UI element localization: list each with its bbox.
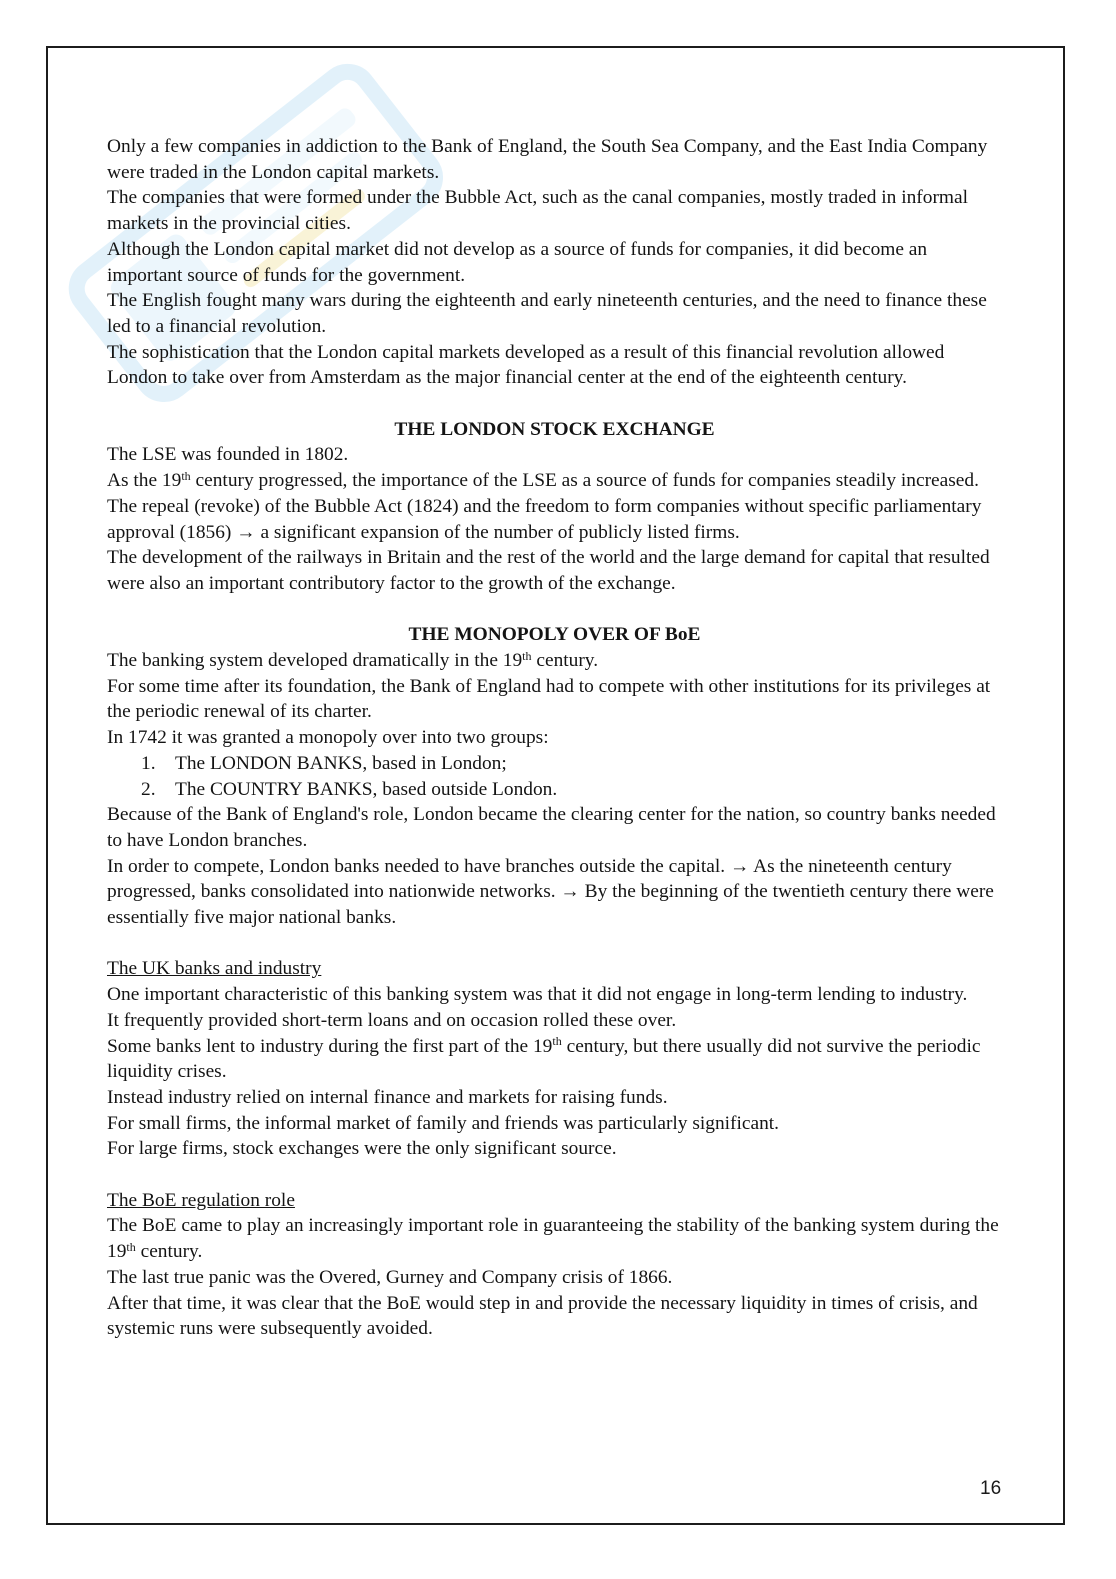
paragraph: In order to compete, London banks needed to have branches outside the capital. → As the nineteenth century progressed, banks consolidated into nationwide networks. → By the beginning of the twentieth century there were essentially five major national banks. [107,855,994,929]
paragraph [107,1213,1002,1264]
subheading-boe-regulation: The BoE regulation role [107,1189,295,1211]
paragraph: The last true panic was the Overed, Gurney and Company crisis of 1866. [107,1266,673,1288]
paragraph: The repeal (revoke) of the Bubble Act (1824) and the freedom to form companies without specific parliamentary approval (1856) → a significant expansion of the number of publicly listed firms. [107,495,982,543]
subheading-uk-banks-industry: The UK banks and industry [107,958,322,980]
text-run: Some banks lent to industry during the first part of the 19 [107,1035,553,1057]
page-number: 16 [980,1478,1002,1499]
list-text: The COUNTRY BANKS, based outside London. [175,778,558,800]
paragraph: The development of the railways in Britain and the rest of the world and the large demand for capital that resulted were also an important contributory factor to the growth of the exchange. [107,547,990,594]
text-run: century. [531,650,599,672]
paragraph: It frequently provided short-term loans and on occasion rolled these over. [107,1009,677,1031]
paragraph: Instead industry relied on internal finance and markets for raising funds. [107,1086,668,1108]
text-run: The banking system developed dramatically in the 19 [107,650,523,672]
paragraph: One important characteristic of this banking system was that it did not engage in long-term lending to industry. [107,984,968,1006]
paragraph: The sophistication that the London capital markets developed as a result of this financial revolution allowed London to take over from Amsterdam as the major financial center at the end of the eighteenth century. [107,341,945,389]
superscript: th [181,468,191,483]
list-number: 1. [141,752,156,774]
paragraph: The LSE was founded in 1802. [107,444,349,466]
section-heading-monopoly: THE MONOPOLY OVER OF BoE [408,624,701,646]
list-number: 2. [141,778,156,800]
paragraph: For large firms, stock exchanges were the only significant source. [107,1138,617,1160]
superscript: th [552,1034,562,1049]
list-item [107,751,1002,777]
spacer [107,1162,1002,1188]
paragraph: Although the London capital market did not develop as a source of funds for companies, it did become an important source of funds for the government. [107,238,928,286]
paragraph: Only a few companies in addiction to the Bank of England, the South Sea Company, and the East India Company were traded in the London capital markets. [107,136,988,183]
paragraph: The companies that were formed under the Bubble Act, such as the canal companies, mostly traded in informal markets in the provincial cities. [107,187,968,235]
list-item [107,777,1002,803]
paragraph: Because of the Bank of England's role, London became the clearing center for the nation, so country banks needed to have London branches. [107,804,996,851]
superscript: th [126,1239,136,1254]
superscript: th [522,648,532,663]
text-run: century progressed, the importance of the LSE as a source of funds for companies steadily increased. [190,470,979,492]
text-run: century, but there usually did not survive the periodic liquidity crises. [107,1035,981,1083]
paragraph: For small firms, the informal market of family and friends was particularly significant. [107,1112,780,1134]
list-text: The LONDON BANKS, based in London; [175,752,507,774]
paragraph [107,648,1002,674]
paragraph: After that time, it was clear that the BoE would step in and provide the necessary liquidity in times of crisis, and systemic runs were subsequently avoided. [107,1292,978,1340]
paragraph: In 1742 it was granted a monopoly over into two groups: [107,727,549,749]
paragraph: The English fought many wars during the eighteenth and early nineteenth centuries, and the need to finance these led to a financial revolution. [107,290,987,337]
spacer [107,391,1002,417]
text-run: The BoE came to play an increasingly important role in guaranteeing the stability of the banking system during the 19 [107,1215,999,1263]
text-run: century. [135,1241,203,1263]
paragraph [107,468,1002,494]
paragraph: For some time after its foundation, the Bank of England had to compete with other institutions for its privileges at the periodic renewal of its charter. [107,675,991,723]
spacer [107,931,1002,957]
document-body [107,134,1002,1342]
paragraph [107,1034,1002,1085]
spacer [107,597,1002,623]
section-heading-lse: THE LONDON STOCK EXCHANGE [394,418,715,440]
text-run: As the 19 [107,470,182,492]
